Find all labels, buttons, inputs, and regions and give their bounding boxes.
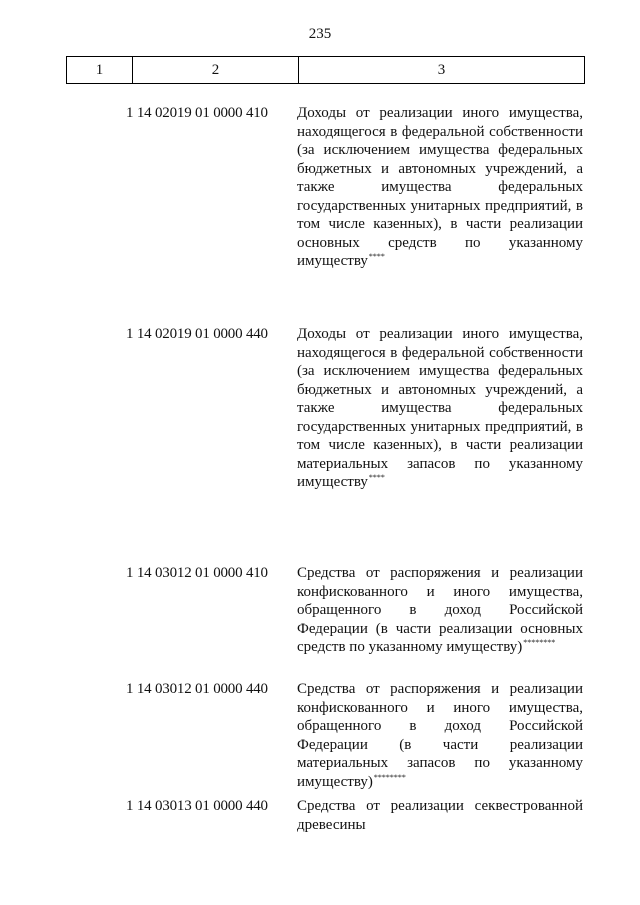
income-description [297, 325, 583, 492]
budget-code: 1 14 03012 01 0000 440 [126, 681, 268, 697]
footnote-mark: **** [368, 473, 385, 482]
description-text: Доходы от реализации иного имущества, находящегося в федеральной собственности (за исключением имущества федеральных бюджетных и автономных учреждений, а также имущества федеральных государственных унитарных предприятий, в том числе казенных), в части реализации основных средств по указанному имуществу [297, 105, 583, 269]
header-col-3: 3 [437, 61, 446, 78]
footnote-mark: ******** [373, 772, 406, 782]
description-text: Средства от распоряжения и реализации конфискованного и иного имущества, обращенного в доход Российской Федерации (в части реализации основных средств по указанному имуществу) [297, 565, 583, 655]
budget-code: 1 14 02019 01 0000 440 [126, 326, 268, 342]
page-number: 235 [308, 26, 332, 42]
footnote-mark: ******** [523, 638, 556, 647]
table-header [66, 56, 585, 84]
income-description [297, 680, 583, 791]
footnote-mark: **** [368, 252, 385, 261]
description-text: Средства от распоряжения и реализации конфискованного и иного имущества, обращенного в доход Российской Федерации (в части реализации материальных запасов по указанному имуществу) [297, 681, 583, 790]
description-text: Доходы от реализации иного имущества, находящегося в федеральной собственности (за исключением имущества федеральных бюджетных и автономных учреждений, а также имущества федеральных государственных унитарных предприятий, в том числе казенных), в части реализации материальных запасов по указанному имуществу [297, 326, 583, 490]
budget-code: 1 14 02019 01 0000 410 [126, 105, 268, 121]
header-col-1: 1 [67, 57, 133, 83]
description-text: Средства от реализации секвестрованной древесины [297, 798, 583, 833]
income-description [297, 564, 583, 657]
budget-code: 1 14 03012 01 0000 410 [126, 565, 268, 581]
header-col-2: 2 [133, 57, 299, 83]
income-description [297, 797, 583, 834]
income-description [297, 104, 583, 271]
budget-code: 1 14 03013 01 0000 440 [126, 798, 268, 814]
